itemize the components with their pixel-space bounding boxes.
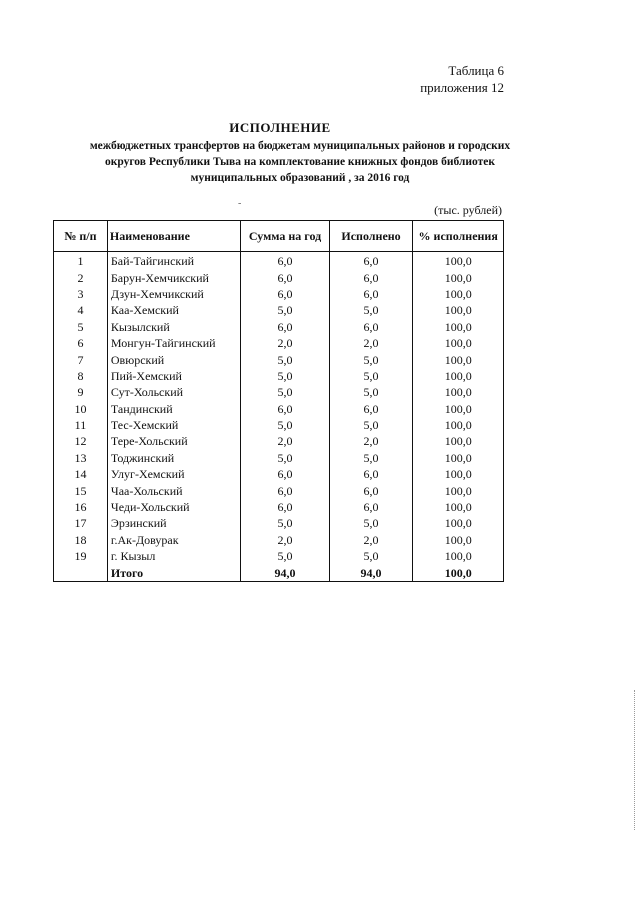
row-percent: 100,0 xyxy=(413,401,504,417)
row-executed: 6,0 xyxy=(329,401,413,417)
row-name: Бай-Тайгинский xyxy=(107,252,241,270)
row-percent: 100,0 xyxy=(413,417,504,433)
row-executed: 5,0 xyxy=(329,548,413,564)
table-row xyxy=(54,417,504,433)
table-row xyxy=(54,499,504,515)
row-number: 13 xyxy=(54,450,108,466)
row-annual-sum: 2,0 xyxy=(241,433,329,449)
row-executed: 6,0 xyxy=(329,286,413,302)
row-executed: 5,0 xyxy=(329,515,413,531)
row-annual-sum: 6,0 xyxy=(241,286,329,302)
row-number: 9 xyxy=(54,384,108,400)
row-executed: 5,0 xyxy=(329,302,413,318)
row-name: Чаа-Хольский xyxy=(107,482,241,498)
table-row xyxy=(54,450,504,466)
subtitle-line-1: межбюджетных трансфертов на бюджетам муниципальных районов и городских xyxy=(89,140,511,152)
row-executed: 6,0 xyxy=(329,269,413,285)
row-name: г. Кызыл xyxy=(107,548,241,564)
row-annual-sum: 6,0 xyxy=(241,401,329,417)
row-number: 12 xyxy=(54,433,108,449)
row-name: Сут-Хольский xyxy=(107,384,241,400)
row-name: Каа-Хемский xyxy=(107,302,241,318)
table-row xyxy=(54,269,504,285)
appendix-number: приложения 12 xyxy=(420,80,504,95)
appendix-table-number: Таблица 6 xyxy=(448,63,504,78)
document-subtitle xyxy=(40,138,560,186)
table-row xyxy=(54,368,504,384)
row-number: 15 xyxy=(54,482,108,498)
row-name: Овюрский xyxy=(107,351,241,367)
row-executed: 5,0 xyxy=(329,450,413,466)
header-percent: % исполнения xyxy=(413,221,504,252)
table-total-row xyxy=(54,564,504,581)
table-row xyxy=(54,433,504,449)
row-percent: 100,0 xyxy=(413,335,504,351)
header-name: Наименование xyxy=(107,221,241,252)
row-annual-sum: 6,0 xyxy=(241,269,329,285)
row-number: 19 xyxy=(54,548,108,564)
document-title: ИСПОЛНЕНИЕ xyxy=(229,120,331,135)
table-row xyxy=(54,302,504,318)
row-number: 17 xyxy=(54,515,108,531)
total-percent: 100,0 xyxy=(413,564,504,581)
row-executed: 6,0 xyxy=(329,499,413,515)
row-name: Кызылский xyxy=(107,319,241,335)
total-label: Итого xyxy=(107,564,241,581)
row-percent: 100,0 xyxy=(413,384,504,400)
row-number: 4 xyxy=(54,302,108,318)
header-annual-sum: Сумма на год xyxy=(241,221,329,252)
row-annual-sum: 6,0 xyxy=(241,466,329,482)
total-executed: 94,0 xyxy=(329,564,413,581)
row-percent: 100,0 xyxy=(413,482,504,498)
row-annual-sum: 6,0 xyxy=(241,499,329,515)
row-name: Улуг-Хемский xyxy=(107,466,241,482)
row-percent: 100,0 xyxy=(413,548,504,564)
table-row xyxy=(54,335,504,351)
table-row xyxy=(54,401,504,417)
row-name: Барун-Хемчикский xyxy=(107,269,241,285)
row-percent: 100,0 xyxy=(413,433,504,449)
table-row xyxy=(54,384,504,400)
row-percent: 100,0 xyxy=(413,269,504,285)
row-number: 14 xyxy=(54,466,108,482)
row-percent: 100,0 xyxy=(413,286,504,302)
row-name: Тере-Хольский xyxy=(107,433,241,449)
row-percent: 100,0 xyxy=(413,302,504,318)
row-name: Эрзинский xyxy=(107,515,241,531)
row-number: 11 xyxy=(54,417,108,433)
row-executed: 2,0 xyxy=(329,532,413,548)
row-percent: 100,0 xyxy=(413,252,504,270)
row-executed: 6,0 xyxy=(329,319,413,335)
row-annual-sum: 5,0 xyxy=(241,450,329,466)
row-name: Тес-Хемский xyxy=(107,417,241,433)
table-row xyxy=(54,548,504,564)
row-executed: 5,0 xyxy=(329,351,413,367)
row-name: Тоджинский xyxy=(107,450,241,466)
scan-edge-mark xyxy=(634,690,638,830)
row-number: 7 xyxy=(54,351,108,367)
row-number: 3 xyxy=(54,286,108,302)
row-executed: 2,0 xyxy=(329,433,413,449)
row-name: Чеди-Хольский xyxy=(107,499,241,515)
units-label: (тыс. рублей) xyxy=(434,203,502,217)
row-executed: 6,0 xyxy=(329,482,413,498)
row-name: Тандинский xyxy=(107,401,241,417)
header-number: № п/п xyxy=(54,221,108,252)
row-annual-sum: 5,0 xyxy=(241,384,329,400)
row-annual-sum: 5,0 xyxy=(241,417,329,433)
row-percent: 100,0 xyxy=(413,499,504,515)
row-executed: 5,0 xyxy=(329,368,413,384)
table-row xyxy=(54,532,504,548)
subtitle-line-2: округов Республики Тыва на комплектование книжных фондов библиотек xyxy=(105,156,495,168)
row-percent: 100,0 xyxy=(413,466,504,482)
row-annual-sum: 6,0 xyxy=(241,482,329,498)
row-name: Дзун-Хемчикский xyxy=(107,286,241,302)
table-row xyxy=(54,252,504,270)
subtitle-line-3: муниципальных образований , за 2016 год xyxy=(190,172,410,184)
table-row xyxy=(54,515,504,531)
row-number: 16 xyxy=(54,499,108,515)
row-name: Монгун-Тайгинский xyxy=(107,335,241,351)
row-percent: 100,0 xyxy=(413,319,504,335)
table-row xyxy=(54,466,504,482)
scan-mark: - xyxy=(238,198,242,209)
total-annual-sum: 94,0 xyxy=(241,564,329,581)
row-name: г.Ак-Довурак xyxy=(107,532,241,548)
table-header-row xyxy=(54,221,504,252)
row-executed: 6,0 xyxy=(329,466,413,482)
row-number: 8 xyxy=(54,368,108,384)
row-number: 10 xyxy=(54,401,108,417)
row-number: 6 xyxy=(54,335,108,351)
row-percent: 100,0 xyxy=(413,450,504,466)
row-number: 2 xyxy=(54,269,108,285)
row-annual-sum: 5,0 xyxy=(241,351,329,367)
table-row xyxy=(54,351,504,367)
row-percent: 100,0 xyxy=(413,351,504,367)
row-annual-sum: 2,0 xyxy=(241,532,329,548)
row-executed: 5,0 xyxy=(329,417,413,433)
execution-table xyxy=(53,220,504,582)
row-annual-sum: 5,0 xyxy=(241,515,329,531)
total-number xyxy=(54,564,108,581)
row-number: 5 xyxy=(54,319,108,335)
table-row xyxy=(54,286,504,302)
row-number: 1 xyxy=(54,252,108,270)
row-executed: 6,0 xyxy=(329,252,413,270)
row-percent: 100,0 xyxy=(413,515,504,531)
row-percent: 100,0 xyxy=(413,532,504,548)
header-executed: Исполнено xyxy=(329,221,413,252)
row-annual-sum: 6,0 xyxy=(241,319,329,335)
row-percent: 100,0 xyxy=(413,368,504,384)
row-annual-sum: 6,0 xyxy=(241,252,329,270)
row-name: Пий-Хемский xyxy=(107,368,241,384)
row-annual-sum: 5,0 xyxy=(241,548,329,564)
row-number: 18 xyxy=(54,532,108,548)
table-row xyxy=(54,319,504,335)
row-annual-sum: 5,0 xyxy=(241,368,329,384)
table-row xyxy=(54,482,504,498)
row-executed: 5,0 xyxy=(329,384,413,400)
row-annual-sum: 2,0 xyxy=(241,335,329,351)
row-executed: 2,0 xyxy=(329,335,413,351)
row-annual-sum: 5,0 xyxy=(241,302,329,318)
appendix-reference xyxy=(420,62,504,96)
